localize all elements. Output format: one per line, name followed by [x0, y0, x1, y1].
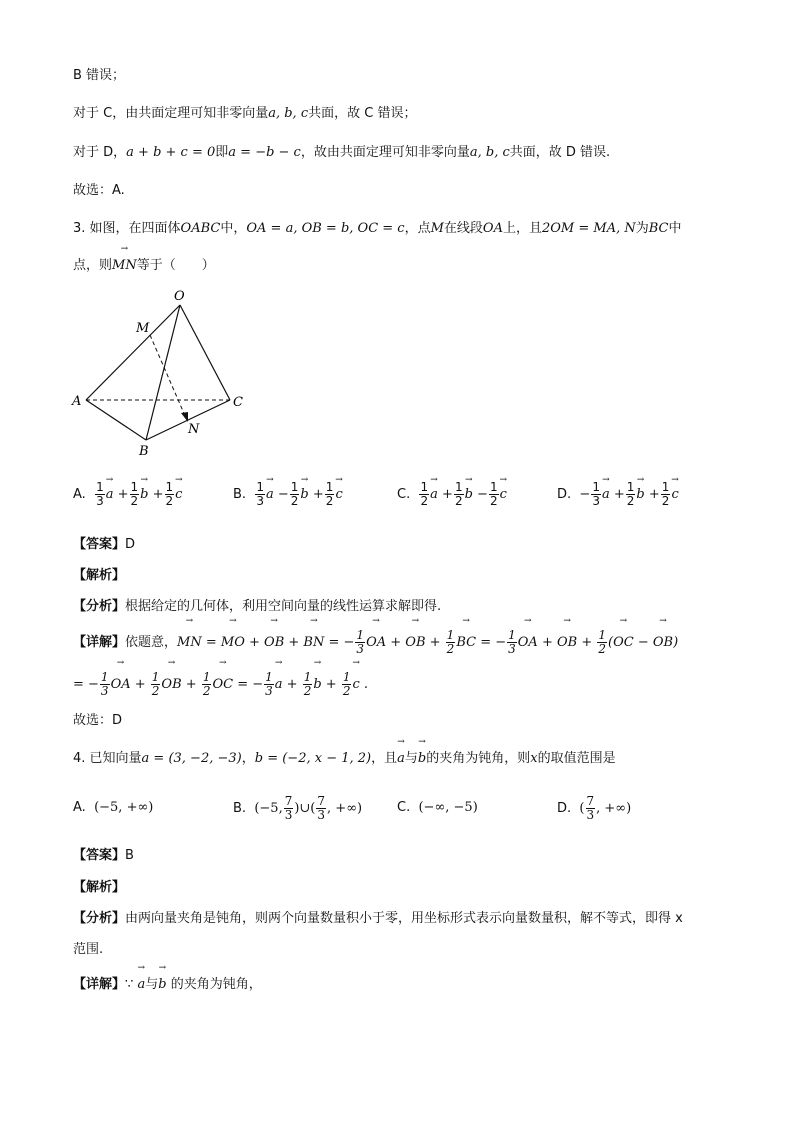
text-d-wrong: 对于 D，a + b + c = 0即a = −b − c，故由共面定理可知非零向量a, b, c共面，故 D 错误. [73, 145, 611, 160]
label-a: A [72, 394, 82, 409]
label-n: N [188, 422, 200, 437]
tetrahedron-figure [66, 285, 256, 460]
q4-fenxi: 【分析】由两向量夹角是钝角，则两个向量数量积小于零，用坐标形式表示向量数量积，解不等式，即得 x [73, 911, 683, 926]
q4-answer: 【答案】B [73, 848, 134, 863]
edge-oa [86, 305, 180, 400]
q4-stem: 4. 已知向量a = (3, −2, −3)，b = (−2, x − 1, 2)，且→ a与→ b的夹角为钝角，则x的取值范围是 [73, 749, 616, 769]
q4-vector-b: b = (−2, x − 1, 2) [254, 751, 372, 766]
edge-ob [146, 305, 180, 440]
q3-option-b[interactable]: B. $\frac{1}{3}$ → a − $\frac{1}{2}$ → b + $\frac{1}{2}$ → c [233, 481, 343, 508]
vector-abc: a, b, c [268, 106, 309, 121]
edge-ab [86, 400, 146, 440]
label-o: O [174, 289, 185, 304]
q3-analysis-tag: 【解析】 [73, 568, 126, 583]
q3-fenxi: 【分析】根据给定的几何体，利用空间向量的线性运算求解即得. [73, 599, 442, 614]
q3-xiangjie-line1: 【详解】依题意，→ MN = → MO + → OB + → BN = − $\frac{1}{3}$ → OA + → OB + $\frac{1}{2}$ → BC = − $\frac{1}{3}$ → OA + → OB + $\frac{1}{2}$ (→ OC − → OB) [73, 628, 678, 658]
q4-analysis-tag: 【解析】 [73, 880, 126, 895]
q4-fenxi-cont: 范围. [73, 942, 104, 957]
q3-option-c[interactable]: C. $\frac{1}{2}$ → a + $\frac{1}{2}$ → b − $\frac{1}{2}$ → c [397, 481, 507, 508]
text-c-wrong: 对于 C，由共面定理可知非零向量a, b, c共面，故 C 错误； [73, 106, 417, 121]
vector-mn [150, 335, 186, 418]
q3-choose: 故选：D [73, 713, 123, 728]
math-d-expr: a + b + c = 0 [126, 145, 216, 160]
edge-oc [180, 305, 230, 400]
q3-option-d[interactable]: D. − $\frac{1}{3}$ → a + $\frac{1}{2}$ → b + $\frac{1}{2}$ → c [557, 481, 679, 508]
q4-option-a[interactable]: A. (−5, +∞) [73, 800, 154, 815]
q3-stem-line1: 3. 如图，在四面体OABC中，OA = a, OB = b, OC = c，点M在线段OA上，且2OM = MA, N为BC中 [73, 221, 682, 236]
vector-abc-2: a, b, c [469, 145, 510, 160]
label-m: M [136, 321, 150, 336]
label-b: B [139, 444, 149, 459]
text-choose-a: 故选：A. [73, 183, 125, 198]
arrow-head-n [181, 412, 188, 422]
q4-option-c[interactable]: C. (−∞, −5) [397, 800, 478, 815]
q3-stem-line2: 点，则→ MN等于（ ） [73, 256, 215, 276]
q4-vector-a: a = (3, −2, −3) [141, 751, 242, 766]
q3-xiangjie-line2: = − $\frac{1}{3}$ → OA + $\frac{1}{2}$ → OB + $\frac{1}{2}$ → OC = − $\frac{1}{3}$ → a + $\frac{1}{2}$ → b + $\frac{1}{2}$ → c . [73, 670, 368, 700]
q3-answer: 【答案】D [73, 537, 136, 552]
math-d-expr2: a = −b − c [228, 145, 301, 160]
label-c: C [233, 395, 243, 410]
q4-xiangjie: 【详解】∵ → a与→ b 的夹角为钝角， [73, 975, 262, 995]
q3-vector-defs: OA = a, OB = b, OC = c [246, 221, 405, 236]
q3-option-a[interactable]: A. $\frac{1}{3}$ → a + $\frac{1}{2}$ → b + $\frac{1}{2}$ → c [73, 481, 182, 508]
q4-option-b[interactable]: B. (−5, $\frac{7}{3}$ )∪( $\frac{7}{3}$ , +∞) [233, 794, 363, 822]
q4-option-d[interactable]: D. ( $\frac{7}{3}$ , +∞) [557, 794, 632, 822]
text-b-wrong: B 错误； [73, 68, 126, 83]
